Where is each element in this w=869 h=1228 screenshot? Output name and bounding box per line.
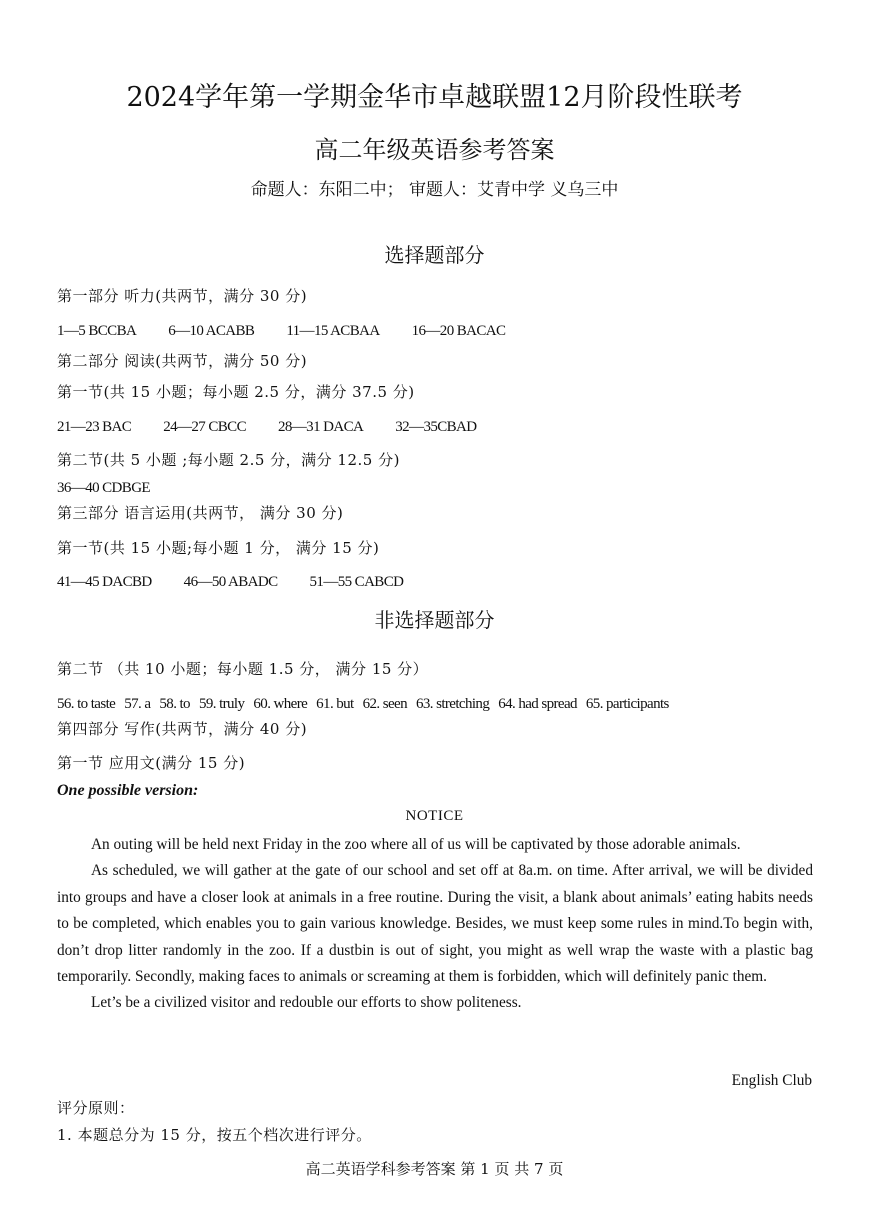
part1-answers	[57, 320, 505, 342]
answer-group: 6—10 ACABB	[168, 323, 255, 339]
authors-line: 命题人：东阳二中； 审题人：艾青中学 义乌三中	[250, 180, 619, 200]
version-label: One possible version:	[57, 782, 199, 799]
part4-heading: 第四部分 写作(共两节，满分 40 分)	[57, 720, 308, 738]
essay-paragraph: An outing will be held next Friday in the zoo where all of us will be captivated by those adorable animals.	[91, 836, 741, 853]
part1-heading: 第一部分 听力(共两节，满分 30 分)	[57, 287, 308, 305]
choice-section-heading: 选择题部分	[384, 243, 485, 267]
answer-item: 61. but	[316, 696, 354, 712]
answer-item: 59. truly	[198, 696, 245, 712]
part3-section1-heading: 第一节(共 15 小题;每小题 1 分， 满分 15 分)	[57, 539, 380, 557]
page-footer: 高二英语学科参考答案 第 1 页 共 7 页	[305, 1160, 564, 1178]
answer-item: 56. to taste	[57, 696, 116, 712]
answer-item: 62. seen	[362, 696, 407, 712]
essay-paragraph: Let’s be a civilized visitor and redouble our efforts to show politeness.	[91, 994, 522, 1012]
essay-signature: English Club	[731, 1072, 812, 1089]
answer-item: 65. participants	[585, 696, 669, 712]
part2-heading: 第二部分 阅读(共两节，满分 50 分)	[57, 352, 308, 370]
answer-group: 28—31 DACA	[277, 419, 364, 435]
part3-section2-heading: 第二节 （共 10 小题；每小题 1.5 分， 满分 15 分）	[57, 660, 429, 678]
scoring-heading: 评分原则：	[57, 1099, 135, 1117]
part3-section1-answers	[57, 571, 403, 593]
answer-group: 11—15 ACBAA	[286, 323, 380, 339]
answer-group: 1—5 BCCBA	[57, 323, 137, 339]
answer-item: 60. where	[253, 696, 308, 712]
scoring-item: 1. 本题总分为 15 分，按五个档次进行评分。	[57, 1126, 372, 1144]
part4-section1-heading: 第一节 应用文(满分 15 分)	[57, 754, 246, 772]
answer-item: 63. stretching	[415, 696, 490, 712]
answer-item: 64. had spread	[498, 696, 577, 712]
document-subtitle: 高二年级英语参考答案	[314, 136, 555, 164]
answer-group: 32—35CBAD	[395, 419, 477, 435]
essay-paragraph: As scheduled, we will gather at the gate of our school and set off at 8a.m. on time. After arrival, we will be divided into groups and have a closer look at animals in a free routine. During the visit, a blank about animals’ eating habits needs to be completed, which enables you to gain various knowledge. Besides, we must keep some rules in mind.To begin with, don’t drop litter randomly in the zoo. If a dustbin is out of sight, you might as well wrap the waste with a plastic bag temporarily. Secondly, making faces to animals or screaming at them is forbidden, which will definitely panic them.	[57, 862, 813, 986]
answer-group: 16—20 BACAC	[411, 323, 506, 339]
part2-section2-heading: 第二节(共 5 小题 ;每小题 2.5 分，满分 12.5 分)	[57, 451, 400, 469]
document-title: 2024学年第一学期金华市卓越联盟12月阶段性联考	[126, 82, 743, 113]
answer-group: 24—27 CBCC	[163, 419, 246, 435]
notice-title: NOTICE	[405, 808, 464, 824]
answer-item: 57. a	[124, 696, 151, 712]
answer-group: 41—45 DACBD	[57, 574, 152, 590]
nonchoice-section-heading: 非选择题部分	[374, 608, 495, 632]
answer-group: 21—23 BAC	[57, 419, 132, 435]
part3-section2-answers	[57, 693, 669, 715]
answer-group: 51—55 CABCD	[309, 574, 404, 590]
answer-group: 46—50 ABADC	[183, 574, 278, 590]
sample-essay	[57, 832, 813, 1017]
part3-heading: 第三部分 语言运用(共两节， 满分 30 分)	[57, 504, 344, 522]
part2-section1-heading: 第一节(共 15 小题；每小题 2.5 分，满分 37.5 分)	[57, 383, 415, 401]
part2-section2-answers: 36—40 CDBGE	[57, 480, 150, 496]
answer-item: 58. to	[159, 696, 190, 712]
part2-section1-answers	[57, 416, 477, 438]
